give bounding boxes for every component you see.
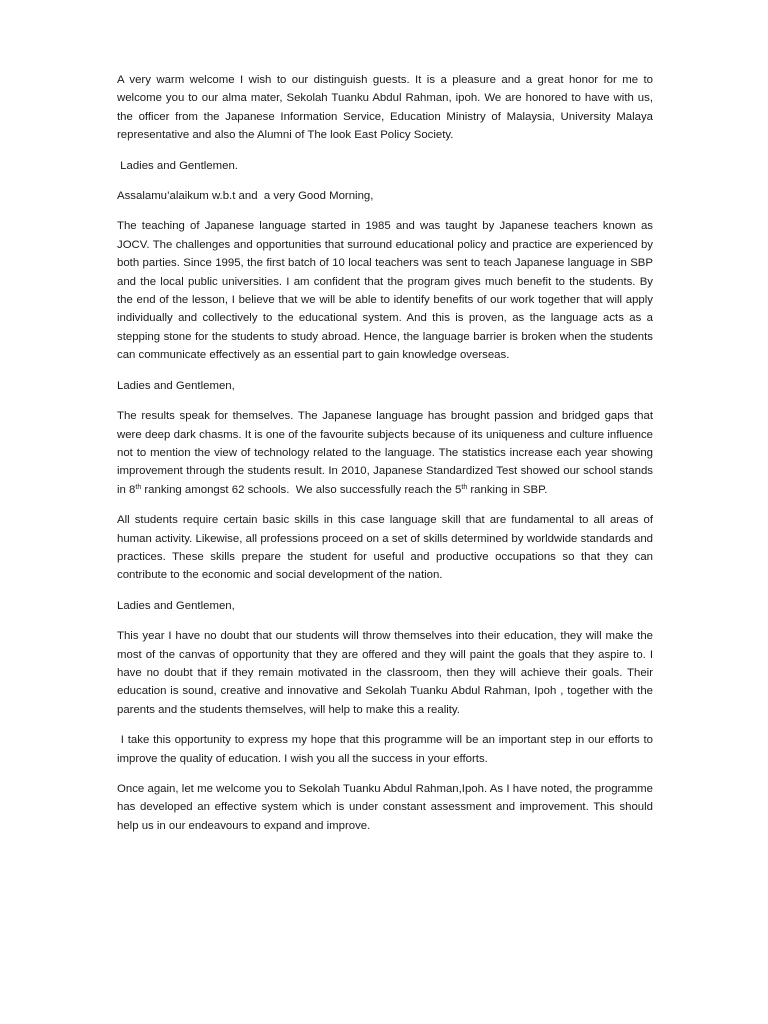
closing-paragraph: Once again, let me welcome you to Sekolah Tuanku Abdul Rahman,Ipoh. As I have noted, the programme has developed an effective system which is under constant assessment and improvement. This should help us in our endeavours to expand and improve. [117, 783, 653, 832]
japanese-teaching-history-paragraph: The teaching of Japanese language started in 1985 and was taught by Japanese teachers known as JOCV. The challenges and opportunities that surround educational policy and practice are experienced by both parties. Since 1995, the first batch of 10 local teachers was sent to teach Japanese language in SBP and the local public universities. I am confident that the program gives much benefit to the students. By the end of the lesson, I believe that we will be able to identify benefits of our work together that will apply individually and collectively to the educational system. And this is proven, as the language acts as a stepping stone for the students to study abroad. Hence, the language barrier is broken when the students can communicate effectively as an essential part to gain knowledge overseas. [117, 220, 653, 362]
results-text-part-3: ranking in SBP. [467, 483, 548, 496]
salutation-ladies-and-gentlemen-2: Ladies and Gentlemen, [117, 379, 235, 392]
results-text-part-1: The results speak for themselves. The Japanese language has brought passion and bridged gaps that were deep dark chasms. It is one of the favourite subjects because of its uniqueness and culture influence not to mention the view of technology related to the language. The statistics increase each year showing improvement through the students result. In 2010, Japanese Standardized Test showed our school stands in 8 [117, 410, 653, 496]
results-paragraph [117, 407, 653, 499]
opportunity-paragraph: I take this opportunity to express my hope that this programme will be an important step in our efforts to improve the quality of education. I wish you all the success in your efforts. [117, 734, 657, 765]
greeting-paragraph: Assalamu’alaikum w.b.t and a very Good Morning, [117, 190, 374, 203]
salutation-ladies-and-gentlemen-3: Ladies and Gentlemen, [117, 599, 235, 612]
salutation-ladies-and-gentlemen-1: Ladies and Gentlemen. [117, 159, 238, 172]
basic-skills-paragraph: All students require certain basic skills in this case language skill that are fundamental to all areas of human activity. Likewise, all professions proceed on a set of skills determined by worldwide standards and practices. These skills prepare the student for useful and productive occupations so that they can contribute to the economic and social development of the nation. [117, 514, 653, 582]
results-text-part-2: ranking amongst 62 schools. We also successfully reach the 5 [141, 483, 462, 496]
ordinal-suffix-8th: th [135, 483, 142, 491]
students-goals-paragraph: This year I have no doubt that our students will throw themselves into their education, they will make the most of the canvas of opportunity that they are offered and they will paint the goals that they aspire to. I have no doubt that if they remain motivated in the classroom, then they will achieve their goals. Their education is sound, creative and innovative and Sekolah Tuanku Abdul Rahman, Ipoh , together with the parents and the students themselves, will help to make this a reality. [117, 630, 653, 716]
document-body [117, 71, 657, 847]
ordinal-suffix-5th: th [461, 483, 468, 491]
welcome-paragraph: A very warm welcome I wish to our distinguish guests. It is a pleasure and a great honor for me to welcome you to our alma mater, Sekolah Tuanku Abdul Rahman, ipoh. We are honored to have with us, the officer from the Japanese Information Service, Education Ministry of Malaysia, University Malaya representative and also the Alumni of The look East Policy Society. [117, 74, 653, 142]
